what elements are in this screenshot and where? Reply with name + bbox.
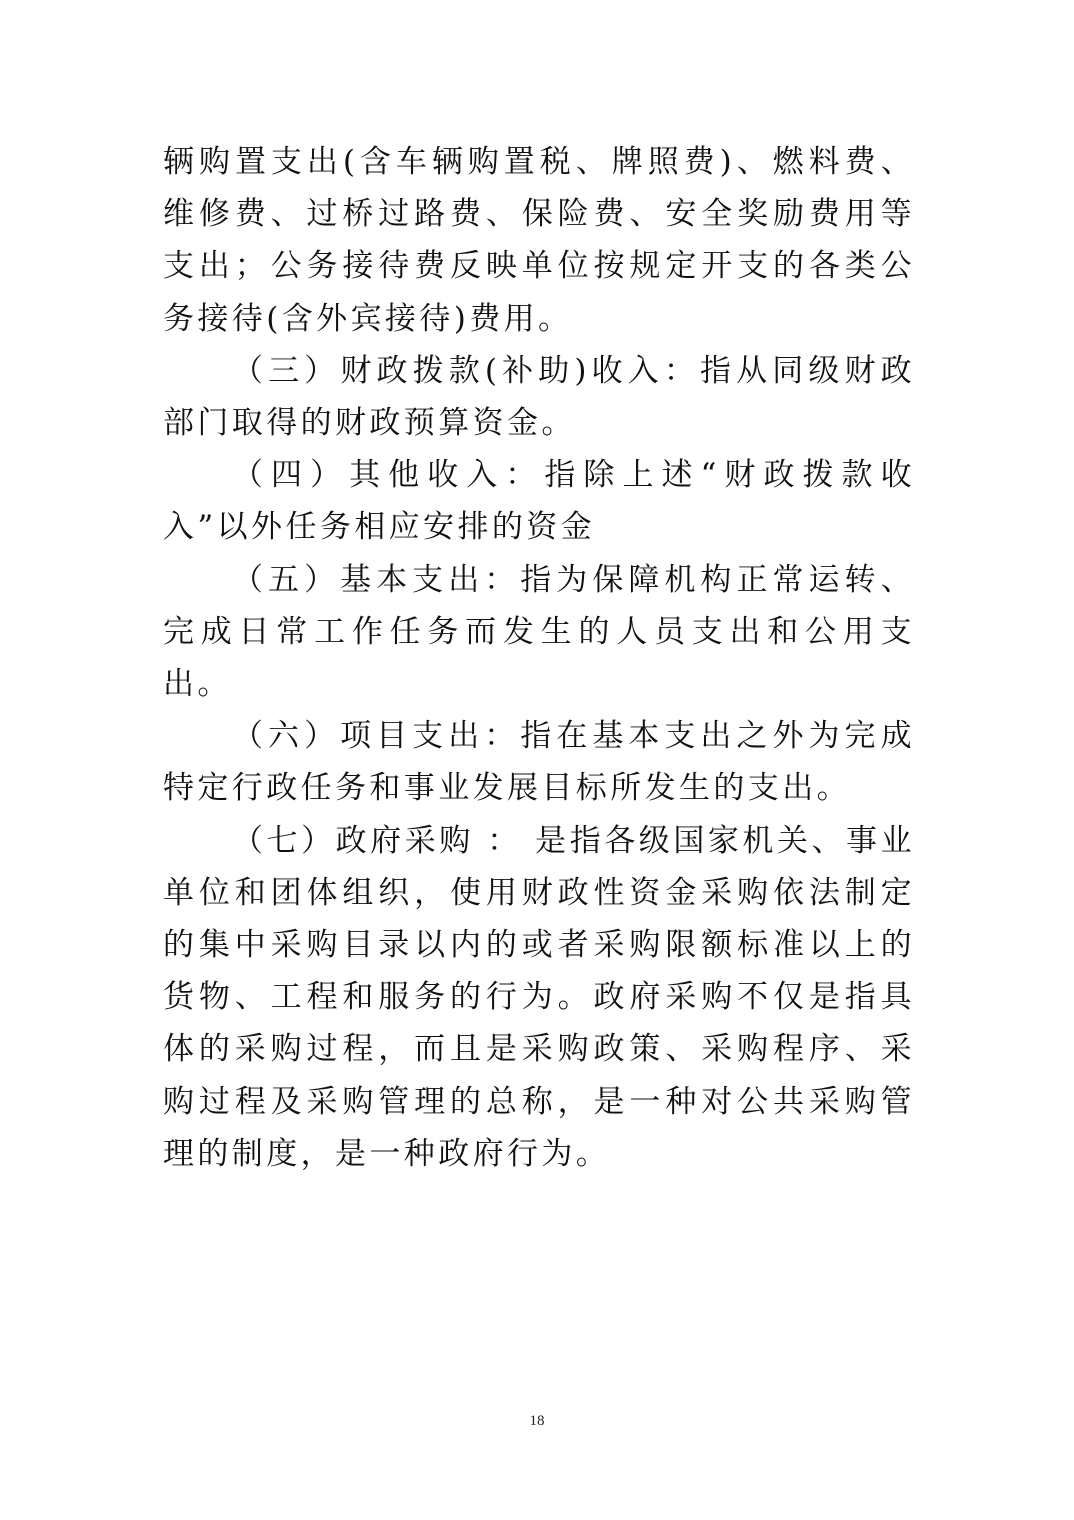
paragraph-vehicle-and-reception-costs: 辆购置支出(含车辆购置税、牌照费)、燃料费、维修费、过桥过路费、保险费、安全奖励费用等支出；公务接待费反映单位按规定开支的各类公务接待(含外宾接待)费用。: [163, 144, 915, 337]
page-number: 18: [529, 1413, 545, 1429]
paragraph-government-procurement: （七）政府采购 ： 是指各级国家机关、事业单位和团体组织，使用财政性资金采购依法制定的集中采购目录以内的或者采购限额标准以上的货物、工程和服务的行为。政府采购不仅是指具体的采购过程，而且是采购政策、采购程序、采购过程及采购管理的总称，是一种对公共采购管理的制度，是一种政府行为。: [163, 822, 915, 1172]
paragraph-project-expenditure: （六）项目支出：指在基本支出之外为完成特定行政任务和事业发展目标所发生的支出。: [163, 718, 915, 807]
paragraph-other-income: （四）其他收入：指除上述“财政拨款收入”以外任务相应安排的资金: [163, 457, 915, 546]
paragraph-basic-expenditure: （五）基本支出：指为保障机构正常运转、完成日常工作任务而发生的人员支出和公用支出。: [163, 561, 915, 703]
paragraph-fiscal-appropriation-income: （三）财政拨款(补助)收入：指从同级财政部门取得的财政预算资金。: [163, 352, 915, 442]
body-text: [163, 136, 915, 1180]
